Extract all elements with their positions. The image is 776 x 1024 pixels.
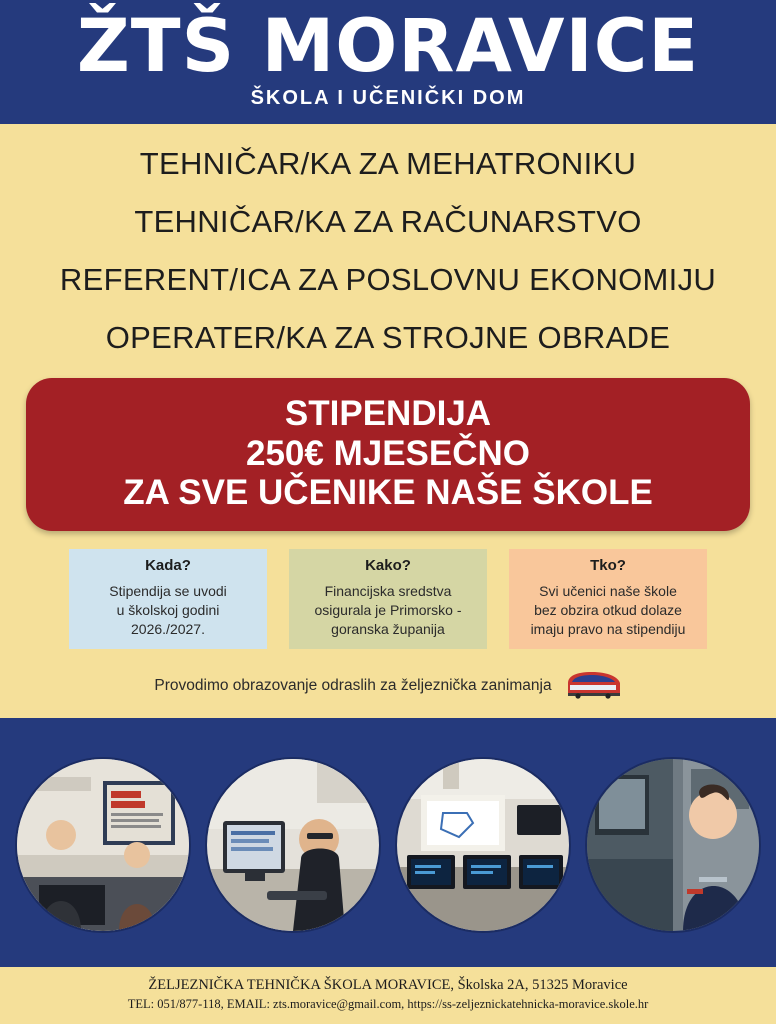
- info-card-line: u školskoj godini: [116, 601, 220, 618]
- info-card-line: imaju pravo na stipendiju: [530, 620, 686, 637]
- info-card-kako: [289, 549, 487, 649]
- info-card-line: 2026./2027.: [131, 620, 205, 637]
- info-card-line: Financijska sredstva: [324, 582, 452, 599]
- photo-cad-lab: [395, 757, 571, 933]
- scholarship-banner-wrap: [0, 362, 776, 531]
- scholarship-title: STIPENDIJA: [284, 394, 492, 434]
- school-name: ŽTŠ MORAVICE: [76, 4, 700, 89]
- photo-cnc-machine: [585, 757, 761, 933]
- program-item: TEHNIČAR/KA ZA RAČUNARSTVO: [134, 204, 642, 240]
- poster-header: [0, 0, 776, 124]
- program-item: REFERENT/ICA ZA POSLOVNU EKONOMIJU: [59, 262, 717, 298]
- info-card-text: [75, 582, 261, 639]
- info-card-line: Stipendija se uvodi: [109, 582, 227, 599]
- info-card-kada: [69, 549, 267, 649]
- photo-classroom-presentation: [15, 757, 191, 933]
- info-card-tko: [509, 549, 707, 649]
- program-item: OPERATER/KA ZA STROJNE OBRADE: [105, 320, 671, 356]
- photo-strip: [0, 718, 776, 967]
- program-list: [0, 124, 776, 362]
- train-icon: [564, 669, 622, 704]
- photo-student-computer: [205, 757, 381, 933]
- info-card-title: Kada?: [145, 556, 191, 574]
- info-card-title: Tko?: [590, 556, 626, 574]
- poster-footer: [0, 967, 776, 1024]
- info-card-title: Kako?: [365, 556, 411, 574]
- info-card-line: bez obzira otkud dolaze: [534, 601, 682, 618]
- footer-contact: TEL: 051/877-118, EMAIL: zts.moravice@gmail.com, https://ss-zeljeznickatehnicka-moravice.skole.hr: [127, 997, 649, 1011]
- adult-education-note: [0, 649, 776, 718]
- scholarship-eligibility: ZA SVE UČENIKE NAŠE ŠKOLE: [123, 473, 653, 513]
- adult-education-text: Provodimo obrazovanje odraslih za željeznička zanimanja: [154, 677, 552, 695]
- info-card-text: [515, 582, 701, 639]
- info-card-line: Svi učenici naše škole: [539, 582, 677, 599]
- info-card-line: osigurala je Primorsko -: [314, 601, 462, 618]
- footer-address: ŽELJEZNIČKA TEHNIČKA ŠKOLA MORAVICE, Školska 2A, 51325 Moravice: [148, 977, 628, 993]
- school-subtitle: ŠKOLA I UČENIČKI DOM: [250, 87, 526, 110]
- info-card-line: goranska županija: [331, 620, 445, 637]
- scholarship-banner: [26, 378, 750, 531]
- info-cards: [0, 531, 776, 649]
- scholarship-amount: 250€ MJESEČNO: [245, 433, 531, 473]
- program-item: TEHNIČAR/KA ZA MEHATRONIKU: [139, 146, 637, 182]
- info-card-text: [295, 582, 481, 639]
